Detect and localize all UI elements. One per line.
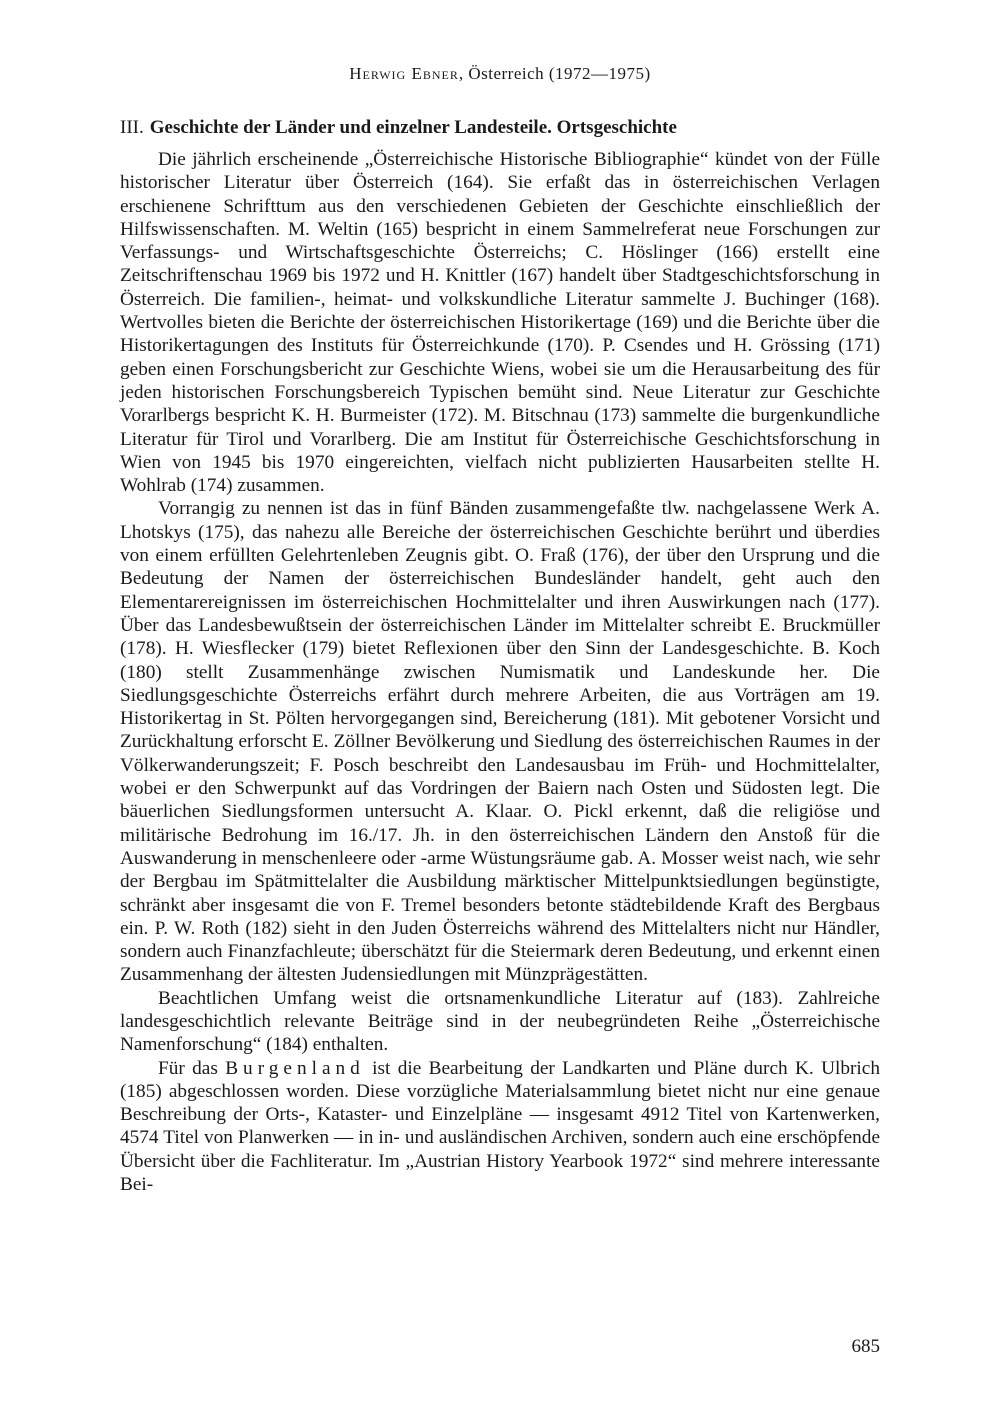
- paragraph-4: [120, 1057, 880, 1197]
- section-heading: [120, 116, 880, 140]
- running-head: [120, 64, 880, 84]
- paragraph-4-spaced-term: Burgenland: [225, 1057, 365, 1079]
- running-head-author: Herwig Ebner: [349, 64, 459, 83]
- section-title: Geschichte der Länder und einzelner Landesteile. Ortsgeschichte: [149, 117, 677, 138]
- paragraph-2: Vorrangig zu nennen ist das in fünf Bänden zusammengefaßte tlw. nachgelassene Werk A. Lhotskys (175), das nahezu alle Bereiche der österreichischen Geschichte berührt und überdies von einem erfüllten Gelehrtenleben Zeugnis gibt. O. Fraß (176), der über den Ursprung und die Bedeutung der Namen der österreichischen Bundesländer handelt, geht auch den Elementarereignissen im österreichischen Hochmittelalter und ihren Auswirkungen nach (177). Über das Landesbewußtsein der österreichischen Länder im Mittelalter schreibt E. Bruckmüller (178). H. Wiesflecker (179) bietet Reflexionen über den Sinn der Landesgeschichte. B. Koch (180) stellt Zusammenhänge zwischen Numismatik und Landeskunde her. Die Siedlungsgeschichte Österreichs erfährt durch mehrere Arbeiten, die aus Vorträgen am 19. Historikertag in St. Pölten hervorgegangen sind, Bereicherung (181). Mit gebotener Vorsicht und Zurückhaltung erforscht E. Zöllner Bevölkerung und Siedlung des österreichischen Raumes in der Völkerwanderungszeit; F. Posch beschreibt den Landesausbau im Früh- und Hochmittelalter, wobei er den Schwerpunkt auf das Vordringen der Baiern nach Osten und Südosten legt. Die bäuerlichen Siedlungsformen untersucht A. Klaar. O. Pickl erkennt, daß die religiöse und militärische Bedrohung im 16./17. Jh. in den österreichischen Ländern den Anstoß für die Auswanderung in menschenleere oder -arme Wüstungsräume gab. A. Mosser weist nach, wie sehr der Bergbau im Spätmittelalter die Ausbildung märktischer Mittelpunktsiedlungen begünstigte, schränkt aber insgesamt die von F. Tremel besonders betonte städtebildende Kraft des Bergbaus ein. P. W. Roth (182) sieht in den Juden Österreichs während des Mittelalters nicht nur Händler, sondern auch Finanzfachleute; überschätzt für die Steiermark deren Bedeutung, und erkennt einen Zusammenhang der ältesten Judensiedlungen mit Münzprägestätten.: [120, 498, 880, 986]
- paragraph-4-rest: ist die Bearbeitung der Landkarten und Pläne durch K. Ulbrich (185) abgeschlossen worden. Diese vorzügliche Materialsammlung bietet nicht nur eine genaue Beschreibung der Orts-, Kataster- und Einzelpläne — insgesamt 4912 Titel von Kartenwerken, 4574 Titel von Planwerken — in in- und ausländischen Archiven, sondern auch eine erschöpfende Übersicht über die Fachliteratur. Im „Austrian History Yearbook 1972“ sind mehrere interessante Bei-: [120, 1057, 880, 1196]
- paragraph-1: Die jährlich erscheinende „Österreichische Historische Bibliographie“ kündet von der Fülle historischer Literatur über Österreich (164). Sie erfaßt das in österreichischen Verlagen erschienene Schrifttum aus den verschiedenen Gebieten der Geschichte einschließlich der Hilfswissenschaften. M. Weltin (165) bespricht in einem Sammelreferat neue Forschungen zur Verfassungs- und Wirtschaftsgeschichte Österreichs; C. Höslinger (166) erstellt eine Zeitschriftenschau 1969 bis 1972 und H. Knittler (167) handelt über Stadtgeschichtsforschung in Österreich. Die familien-, heimat- und volkskundliche Literatur sammelte J. Buchinger (168). Wertvolles bieten die Berichte der österreichischen Historikertage (169) und die Berichte über die Historikertagungen des Instituts für Österreichkunde (170). P. Csendes und H. Grössing (171) geben einen Forschungsbericht zur Geschichte Wiens, wobei sie um die Herausarbeitung des für jeden historischen Forschungsbereich Typischen bemüht sind. Neue Literatur zur Geschichte Vorarlbergs bespricht K. H. Burmeister (172). M. Bitschnau (173) sammelte die burgenkundliche Literatur für Tirol und Vorarlberg. Die am Institut für Österreichische Geschichtsforschung in Wien von 1945 bis 1970 eingereichten, vielfach nicht publizierten Hausarbeiten stellte H. Wohlrab (174) zusammen.: [120, 149, 880, 497]
- running-head-rest: , Österreich (1972—1975): [458, 64, 651, 83]
- paragraph-3: Beachtlichen Umfang weist die ortsnamenkundliche Literatur auf (183). Zahlreiche landesgeschichtlich relevante Beiträge sind in der neubegründeten Reihe „Österreichische Namenforschung“ (184) enthalten.: [120, 987, 880, 1056]
- page-number: 685: [851, 1336, 880, 1357]
- body-text: [120, 148, 880, 1196]
- paragraph-4-start: Für das: [158, 1057, 226, 1079]
- section-numeral: III.: [120, 117, 144, 138]
